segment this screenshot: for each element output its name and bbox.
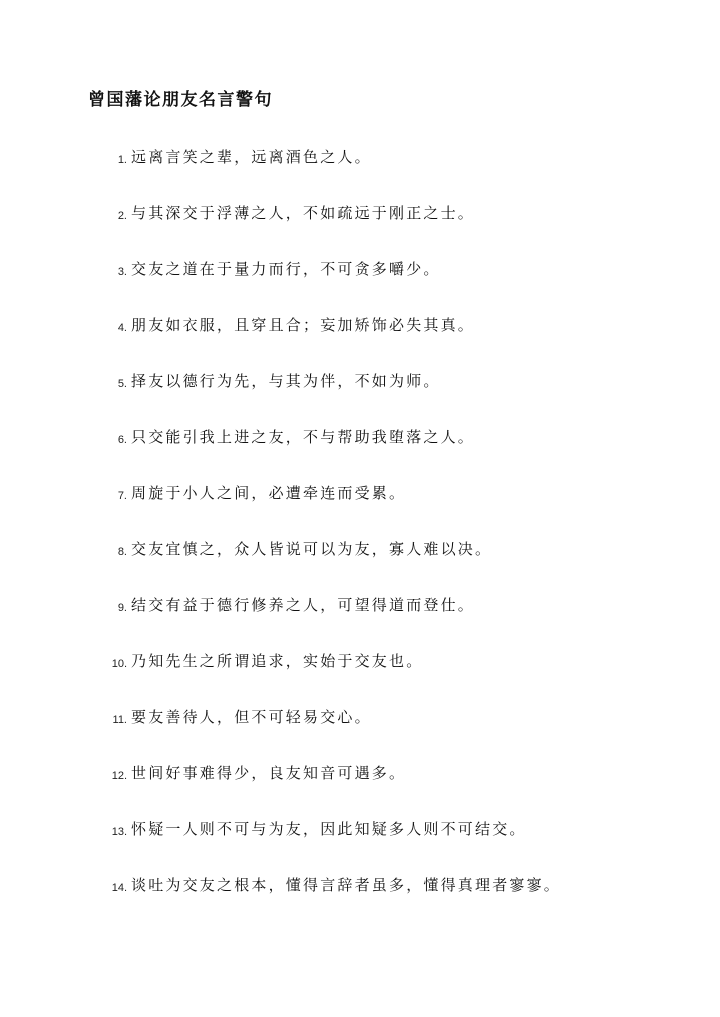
list-item	[0, 650, 720, 706]
list-item-text: 只交能引我上进之友，不与帮助我堕落之人。	[131, 428, 476, 446]
list-item	[0, 762, 720, 818]
list-item-number: 1.	[117, 154, 127, 166]
list-item-number: 13.	[111, 826, 127, 838]
list-item	[0, 370, 720, 426]
list-item-text: 远离言笑之辈，远离酒色之人。	[131, 148, 372, 166]
list-item	[0, 258, 720, 314]
list-item	[0, 314, 720, 370]
list-item-text: 朋友如衣服，且穿且合；妄加矫饰必失其真。	[131, 316, 476, 334]
list-item-text: 世间好事难得少，良友知音可遇多。	[131, 764, 407, 782]
list-item	[0, 426, 720, 482]
list-item-number: 12.	[111, 770, 127, 782]
list-item	[0, 538, 720, 594]
list-item-text: 周旋于小人之间，必遭牵连而受累。	[131, 484, 407, 502]
quote-list	[0, 146, 720, 930]
list-item	[0, 202, 720, 258]
list-item-number: 7.	[117, 490, 127, 502]
list-item-text: 交友之道在于量力而行，不可贪多嚼少。	[131, 260, 441, 278]
list-item-text: 结交有益于德行修养之人，可望得道而登仕。	[131, 596, 476, 614]
list-item-number: 14.	[111, 882, 127, 894]
list-item-text: 谈吐为交友之根本，懂得言辞者虽多，懂得真理者寥寥。	[131, 876, 562, 894]
list-item-number: 3.	[117, 266, 127, 278]
list-item-number: 6.	[117, 434, 127, 446]
list-item-text: 交友宜慎之，众人皆说可以为友，寡人难以决。	[131, 540, 493, 558]
document-title: 曾国藩论朋友名言警句	[88, 90, 273, 110]
list-item	[0, 146, 720, 202]
list-item	[0, 594, 720, 650]
list-item-text: 择友以德行为先，与其为伴，不如为师。	[131, 372, 441, 390]
list-item-number: 4.	[117, 322, 127, 334]
list-item	[0, 874, 720, 930]
list-item-number: 11.	[112, 714, 127, 726]
list-item-number: 10.	[111, 658, 127, 670]
list-item-text: 与其深交于浮薄之人，不如疏远于刚正之士。	[131, 204, 476, 222]
list-item-number: 9.	[117, 602, 127, 614]
list-item-text: 怀疑一人则不可与为友，因此知疑多人则不可结交。	[131, 820, 527, 838]
list-item-number: 8.	[117, 546, 127, 558]
list-item	[0, 706, 720, 762]
list-item-text: 乃知先生之所谓追求，实始于交友也。	[131, 652, 424, 670]
list-item	[0, 482, 720, 538]
list-item	[0, 818, 720, 874]
list-item-text: 要友善待人，但不可轻易交心。	[131, 708, 372, 726]
list-item-number: 5.	[117, 378, 127, 390]
list-item-number: 2.	[117, 210, 127, 222]
